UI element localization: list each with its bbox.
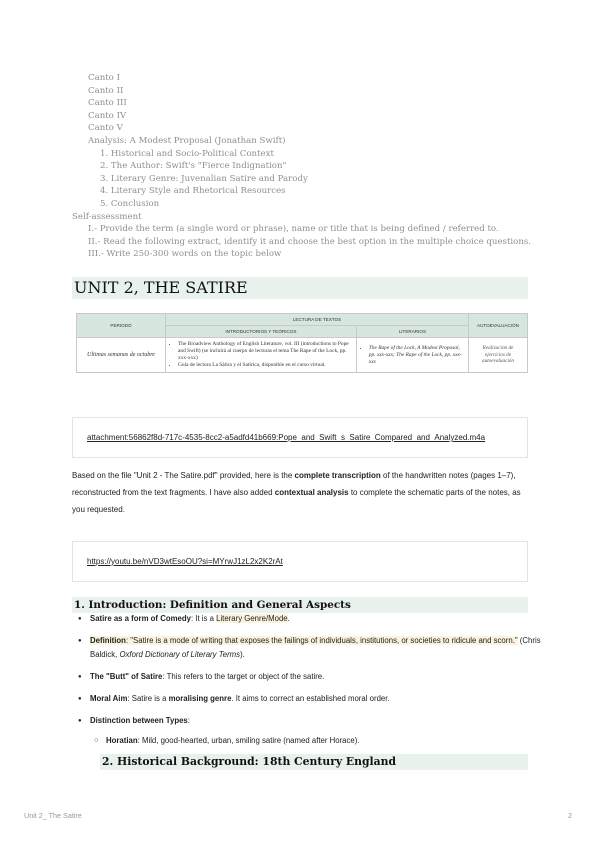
para-bold: contextual analysis [274, 488, 349, 497]
table-header-literarios: LITERARIOS [356, 326, 468, 338]
table-of-contents [72, 72, 542, 261]
youtube-link[interactable]: https://youtu.be/nVD3wtEsoOU?si=MYrwJ1zL2x2K2rAt [87, 557, 283, 566]
toc-item[interactable]: 4. Literary Style and Rhetorical Resources [100, 186, 286, 197]
toc-item[interactable]: Canto I [88, 73, 120, 83]
bullet-label: The "Butt" of Satire [90, 672, 163, 681]
bullet-text: : [187, 716, 190, 725]
list-item [90, 714, 548, 748]
table-cell-period: Ultimas semanas de octubre [77, 338, 166, 373]
toc-item[interactable]: 1. Historical and Socio-Political Context [100, 148, 274, 159]
page-number: 2 [568, 811, 572, 820]
para-text: of the handwritten notes (pages 1–7), reconstructed from the text fragments. I have also added [72, 471, 516, 497]
bullet-text: : "Satire is a mode of writing that exposes the failings of individuals, institutions, or societies to ridicule and scorn." [125, 636, 518, 645]
footer-title: Unit 2_ The Satire [24, 811, 82, 820]
youtube-link-block[interactable] [72, 541, 528, 582]
table-header-autoevaluacion: AUTOEVALUACIÓN [469, 314, 528, 338]
bullet-highlight: Literary Genre/Mode [216, 614, 288, 623]
bullet-text: ). [240, 650, 245, 659]
table-header-periodo: PERIODO [77, 314, 166, 338]
toc-item[interactable]: Canto V [88, 123, 123, 134]
bullet-text: : Satire is a [127, 694, 169, 703]
bullet-text: : This refers to the target or object of the satire. [162, 672, 325, 681]
table-header-lectura: LECTURA DE TEXTOS [166, 314, 469, 326]
toc-item[interactable]: Analysis: A Modest Proposal (Jonathan Swift) [88, 135, 286, 146]
list-item [90, 612, 548, 626]
bullet-text: . It aims to correct an established moral order. [231, 694, 390, 703]
bullet-label: Moral Aim [90, 694, 128, 703]
attachment-link[interactable]: attachment:56862f8d-717c-4535-8cc2-a5adfd41b669:Pope_and_Swift_s_Satire_Compared_and_Analyzed.m4a [87, 433, 486, 442]
list-item [90, 670, 548, 684]
toc-item[interactable]: I.- Provide the term (a single word or phrase), name or title that is being defined / referred to. [88, 224, 499, 235]
list-item [90, 692, 548, 706]
bullet-label: Distinction between Types [90, 716, 188, 725]
section-heading-1: 1. Introduction: Definition and General Aspects [72, 597, 528, 613]
toc-item[interactable]: 2. The Author: Swift's "Fierce Indignation" [100, 161, 287, 172]
unit-title: UNIT 2, THE SATIRE [72, 277, 528, 299]
table-cell-autoevaluacion: Realización de ejercicios de autoevaluación [469, 338, 528, 373]
bullet-label: Horatian [106, 736, 138, 745]
bullet-text: : Mild, good-hearted, urban, smiling satire (named after Horace). [137, 736, 360, 745]
bullet-label: Satire as a form of Comedy [90, 614, 191, 623]
section-heading-2: 2. Historical Background: 18th Century England [100, 754, 528, 770]
bullet-bold: moralising genre [168, 694, 232, 703]
literary-item: • The Rape of the Lock, A Modest Proposal, pp. xxx-xxx; The Rape of the Lock, pp. xxx-xxx [369, 345, 464, 366]
bullet-text: . [287, 614, 290, 623]
para-bold: complete transcription [294, 471, 381, 480]
toc-item[interactable]: Canto II [88, 85, 124, 96]
toc-item[interactable]: 5. Conclusion [100, 198, 160, 209]
bullet-italic: Oxford Dictionary of Literary Terms [119, 650, 241, 659]
sub-list-item [106, 734, 548, 748]
reading-schedule-table [76, 313, 528, 373]
intro-item: • The Broadview Anthology of English Literature, vol. III (introductions to Pope and Swift) (se incluirá al cuerpo de lecturas el tema The Rape of the Lock, pp. xxx-xxx) [178, 341, 352, 362]
para-text: Based on the file "Unit 2 - The Satire.pdf" provided, here is the [72, 471, 295, 480]
table-header-introductorios: INTRODUCTORIOS Y TEÓRICOS [166, 326, 357, 338]
intro-paragraph [72, 467, 530, 518]
para-text: to complete the schematic parts of the notes, as you requested. [72, 488, 521, 514]
attachment-block[interactable] [72, 417, 528, 458]
toc-item[interactable]: Canto III [88, 98, 127, 109]
toc-item[interactable]: 3. Literary Genre: Juvenalian Satire and Parody [100, 173, 308, 184]
toc-item[interactable]: II.- Read the following extract, identify it and choose the best option in the multiple choice questions. [88, 236, 532, 247]
bullet-list [72, 612, 548, 756]
toc-item[interactable]: III.- Write 250-300 words on the topic below [88, 249, 282, 260]
sub-list [90, 734, 548, 748]
table-cell-intro [166, 338, 357, 373]
toc-item[interactable]: Canto IV [88, 110, 127, 121]
list-item [90, 634, 548, 662]
intro-item: • Guía de lectura La Sátira y el Satírica, disponible en el curso virtual. [178, 362, 352, 369]
bullet-text: : It is a [190, 614, 217, 623]
bullet-label: Definition [90, 636, 126, 645]
toc-item[interactable]: Self-assessment [72, 211, 142, 222]
table-cell-literarios [356, 338, 468, 373]
bullet-text: (Chris Baldick, [90, 636, 541, 659]
